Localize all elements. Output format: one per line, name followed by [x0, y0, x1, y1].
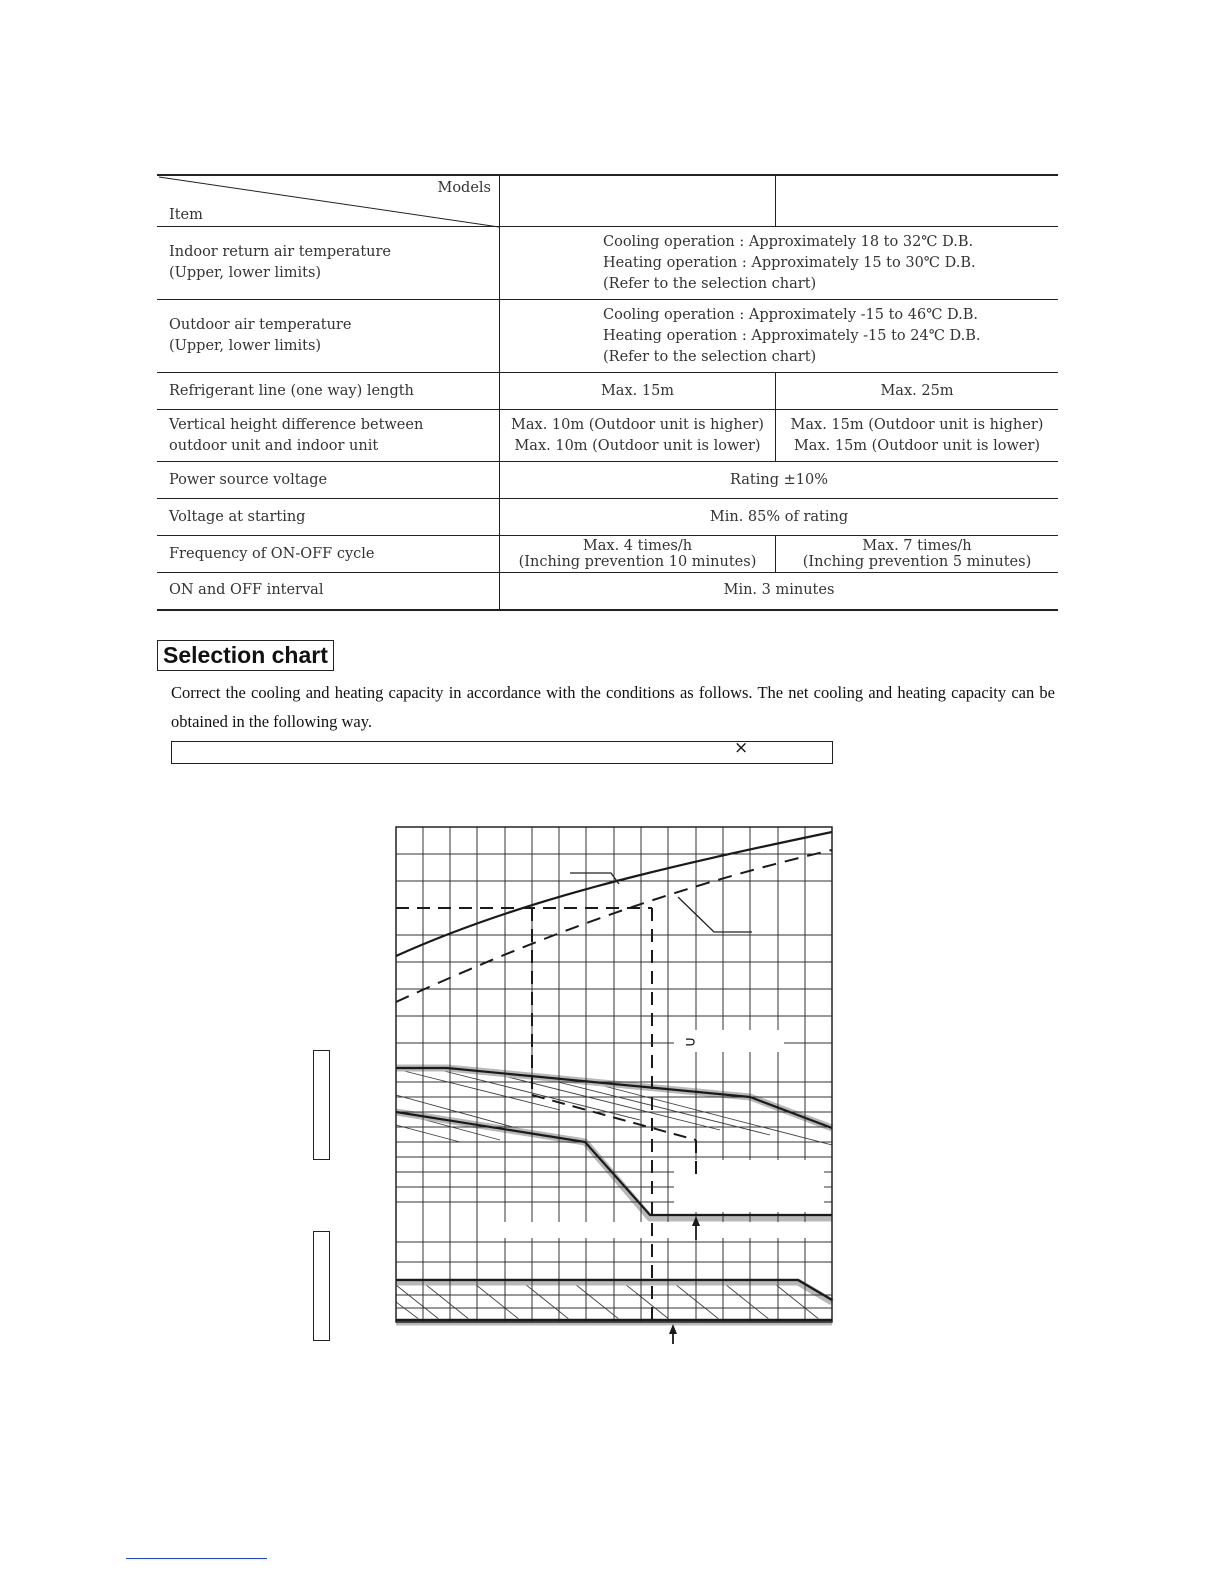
- value-line: Heating operation : Approximately -15 to 24℃ D.B.: [603, 327, 981, 344]
- value-line: Max. 4 times/h: [582, 538, 693, 554]
- value-line: Heating operation : Approximately 15 to 30℃ D.B.: [603, 254, 976, 271]
- value-line: Cooling operation : Approximately 18 to 32℃ D.B.: [603, 233, 974, 250]
- value-line: (Inching prevention 5 minutes): [802, 554, 1032, 570]
- header-models-label: Models: [437, 180, 491, 196]
- multiply-icon: ×: [734, 738, 749, 758]
- chart-rotated-label: ∩: [682, 1036, 700, 1048]
- reading-guide-lines: [396, 908, 696, 1320]
- value-line: Max. 10m (Outdoor unit is higher): [511, 416, 764, 433]
- value-line: (Inching prevention 10 minutes): [518, 554, 757, 570]
- item-line: Outdoor air temperature: [169, 317, 352, 333]
- header-item-label: Item: [169, 207, 203, 223]
- value-cell: Min. 3 minutes: [500, 573, 1059, 610]
- limit-arrow-lower: [669, 1324, 677, 1344]
- item-cell: Frequency of ON-OFF cycle: [157, 536, 500, 573]
- model-b-cell: Max. 25m: [776, 373, 1059, 410]
- item-cell: ON and OFF interval: [157, 573, 500, 610]
- model-a-cell: Max. 15m: [500, 373, 776, 410]
- value-cell: Min. 85% of rating: [500, 499, 1059, 536]
- intro-paragraph: Correct the cooling and heating capacity in accordance with the conditions as follows. The net cooling and heating capacity can be obtained in the following way.: [171, 683, 1055, 731]
- item-line: (Upper, lower limits): [169, 338, 322, 354]
- item-line: outdoor unit and indoor unit: [169, 437, 379, 454]
- value-line: Max. 7 times/h: [862, 538, 972, 554]
- value-cell: Rating ±10%: [500, 462, 1059, 499]
- item-cell: Voltage at starting: [157, 499, 500, 536]
- value-line: Max. 10m (Outdoor unit is lower): [514, 437, 761, 454]
- footer-link-underline: [126, 1558, 267, 1559]
- item-line: Indoor return air temperature: [169, 244, 392, 260]
- item-line: Vertical height difference between: [169, 416, 424, 433]
- value-line: Max. 15m (Outdoor unit is higher): [790, 416, 1044, 433]
- value-line: (Refer to the selection chart): [603, 275, 817, 292]
- item-cell: Refrigerant line (one way) length: [157, 373, 500, 410]
- value-line: (Refer to the selection chart): [603, 348, 817, 365]
- item-line: (Upper, lower limits): [169, 265, 322, 281]
- item-cell: Power source voltage: [157, 462, 500, 499]
- heating-hatch-area: [396, 1280, 820, 1320]
- dashed-curve-leader: [678, 897, 752, 932]
- value-line: Max. 15m (Outdoor unit is lower): [793, 437, 1041, 454]
- value-line: Cooling operation : Approximately -15 to 46℃ D.B.: [603, 306, 979, 323]
- section-title: Selection chart: [157, 640, 334, 671]
